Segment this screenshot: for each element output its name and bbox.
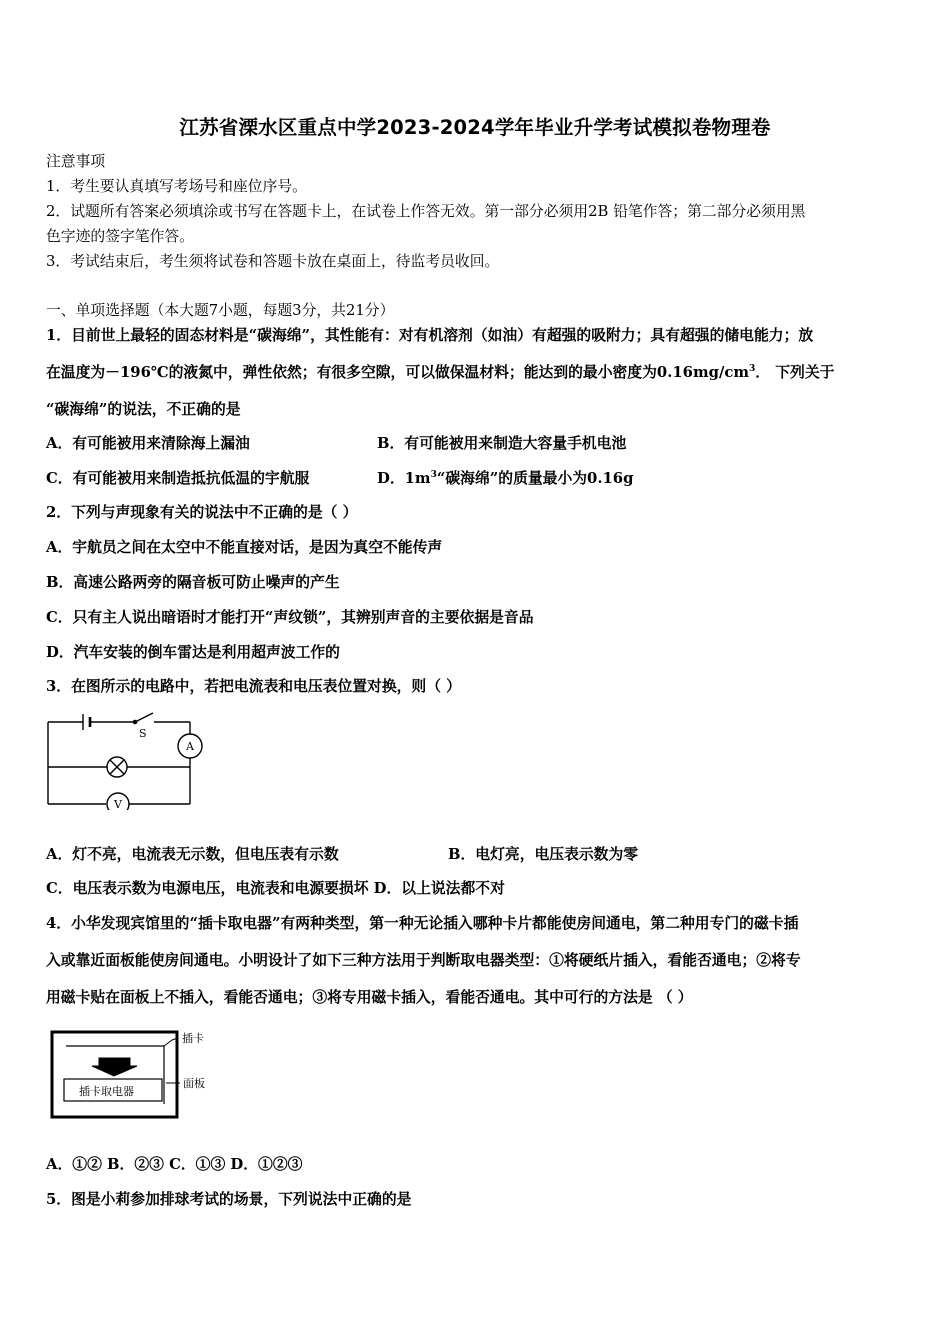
q3-option-c: C．电压表示数为电源电压，电流表和电源要损坏 D．以上说法都不对 [46, 880, 505, 897]
q1-line-2-text: 在温度为－196℃的液氮中，弹性依然；有很多空隙，可以做保温材料；能达到的最小密度为0.16mg/cm [46, 364, 750, 381]
q1-option-d-text: D．1m [377, 470, 431, 487]
q4-line-1: 4．小华发现宾馆里的“插卡取电器”有两种类型，第一种无论插入哪种卡片都能使房间通电，第二种用专门的磁卡插 [46, 915, 799, 932]
q1-line-3: “碳海绵”的说法，不正确的是 [46, 401, 241, 418]
label-card: 插卡 [182, 1032, 204, 1045]
switch-label: S [139, 727, 147, 740]
switch-blade [135, 713, 153, 722]
q1-line-2 [46, 366, 834, 381]
notice-item-2-line-2: 色字迹的签字笔作答。 [46, 228, 194, 245]
section-1-heading: 一、单项选择题（本大题7小题，每题3分，共21分） [46, 302, 395, 319]
q2-option-c: C．只有主人说出暗语时才能打开“声纹锁”，其辨别声音的主要依据是音品 [46, 609, 534, 626]
q1-line-1: 1．目前世上最轻的固态材料是“碳海绵”，其性能有：对有机溶剂（如油）有超强的吸附力；具有超强的储电能力；放 [46, 327, 814, 344]
q4-card-device-figure [46, 1026, 226, 1121]
q1-line-2-tail: ． 下列关于 [755, 364, 835, 381]
q1-option-d-tail: “碳海绵”的质量最小为0.16g [436, 470, 634, 487]
q3-stem: 3．在图所示的电路中，若把电流表和电压表位置对换，则（ ） [46, 678, 461, 695]
q4-line-2: 入或靠近面板能使房间通电。小明设计了如下三种方法用于判断取电器类型：①将硬纸片插入，看能否通电；②将专 [46, 952, 801, 969]
q1-option-d-sup: 3 [430, 470, 437, 481]
q2-option-b: B．高速公路两旁的隔音板可防止噪声的产生 [46, 574, 340, 591]
q4-options: A．①② B．②③ C．①③ D．①②③ [46, 1156, 303, 1173]
device-label: 插卡取电器 [79, 1085, 134, 1098]
q1-line-2-sup: 3 [749, 364, 756, 375]
insert-arrow-icon [92, 1058, 137, 1076]
voltmeter-label: V [114, 798, 122, 810]
label-panel: 面板 [183, 1077, 205, 1090]
notice-heading: 注意事项 [46, 153, 106, 170]
q2-option-d: D．汽车安装的倒车雷达是利用超声波工作的 [46, 644, 340, 661]
q4-line-3: 用磁卡贴在面板上不插入，看能否通电；③将专用磁卡插入，看能否通电。其中可行的方法是 （ ） [46, 989, 693, 1006]
notice-item-1: 1．考生要认真填写考场号和座位序号。 [46, 178, 307, 195]
q3-option-a: A．灯不亮，电流表无示数，但电压表有示数 [46, 846, 339, 863]
notice-item-2-line-1: 2．试题所有答案必须填涂或书写在答题卡上，在试卷上作答无效。第一部分必须用2B 铅笔作答；第二部分必须用黑 [46, 203, 806, 220]
q3-option-b: B．电灯亮，电压表示数为零 [448, 846, 639, 863]
q1-option-d [377, 472, 633, 487]
q5-stem: 5．图是小莉参加排球考试的场景，下列说法中正确的是 [46, 1191, 412, 1208]
notice-item-3: 3．考试结束后，考生须将试卷和答题卡放在桌面上，待监考员收回。 [46, 253, 500, 270]
q1-option-c: C．有可能被用来制造抵抗低温的宇航服 [46, 470, 310, 487]
q2-option-a: A．宇航员之间在太空中不能直接对话，是因为真空不能传声 [46, 539, 443, 556]
exam-title: 江苏省溧水区重点中学2023-2024学年毕业升学考试模拟卷物理卷 [179, 116, 771, 139]
q3-circuit-diagram [40, 708, 215, 810]
q2-stem: 2．下列与声现象有关的说法中不正确的是（ ） [46, 504, 358, 521]
q1-option-b: B．有可能被用来制造大容量手机电池 [377, 435, 627, 452]
ammeter-label: A [186, 740, 194, 753]
q1-option-a: A．有可能被用来清除海上漏油 [46, 435, 250, 452]
